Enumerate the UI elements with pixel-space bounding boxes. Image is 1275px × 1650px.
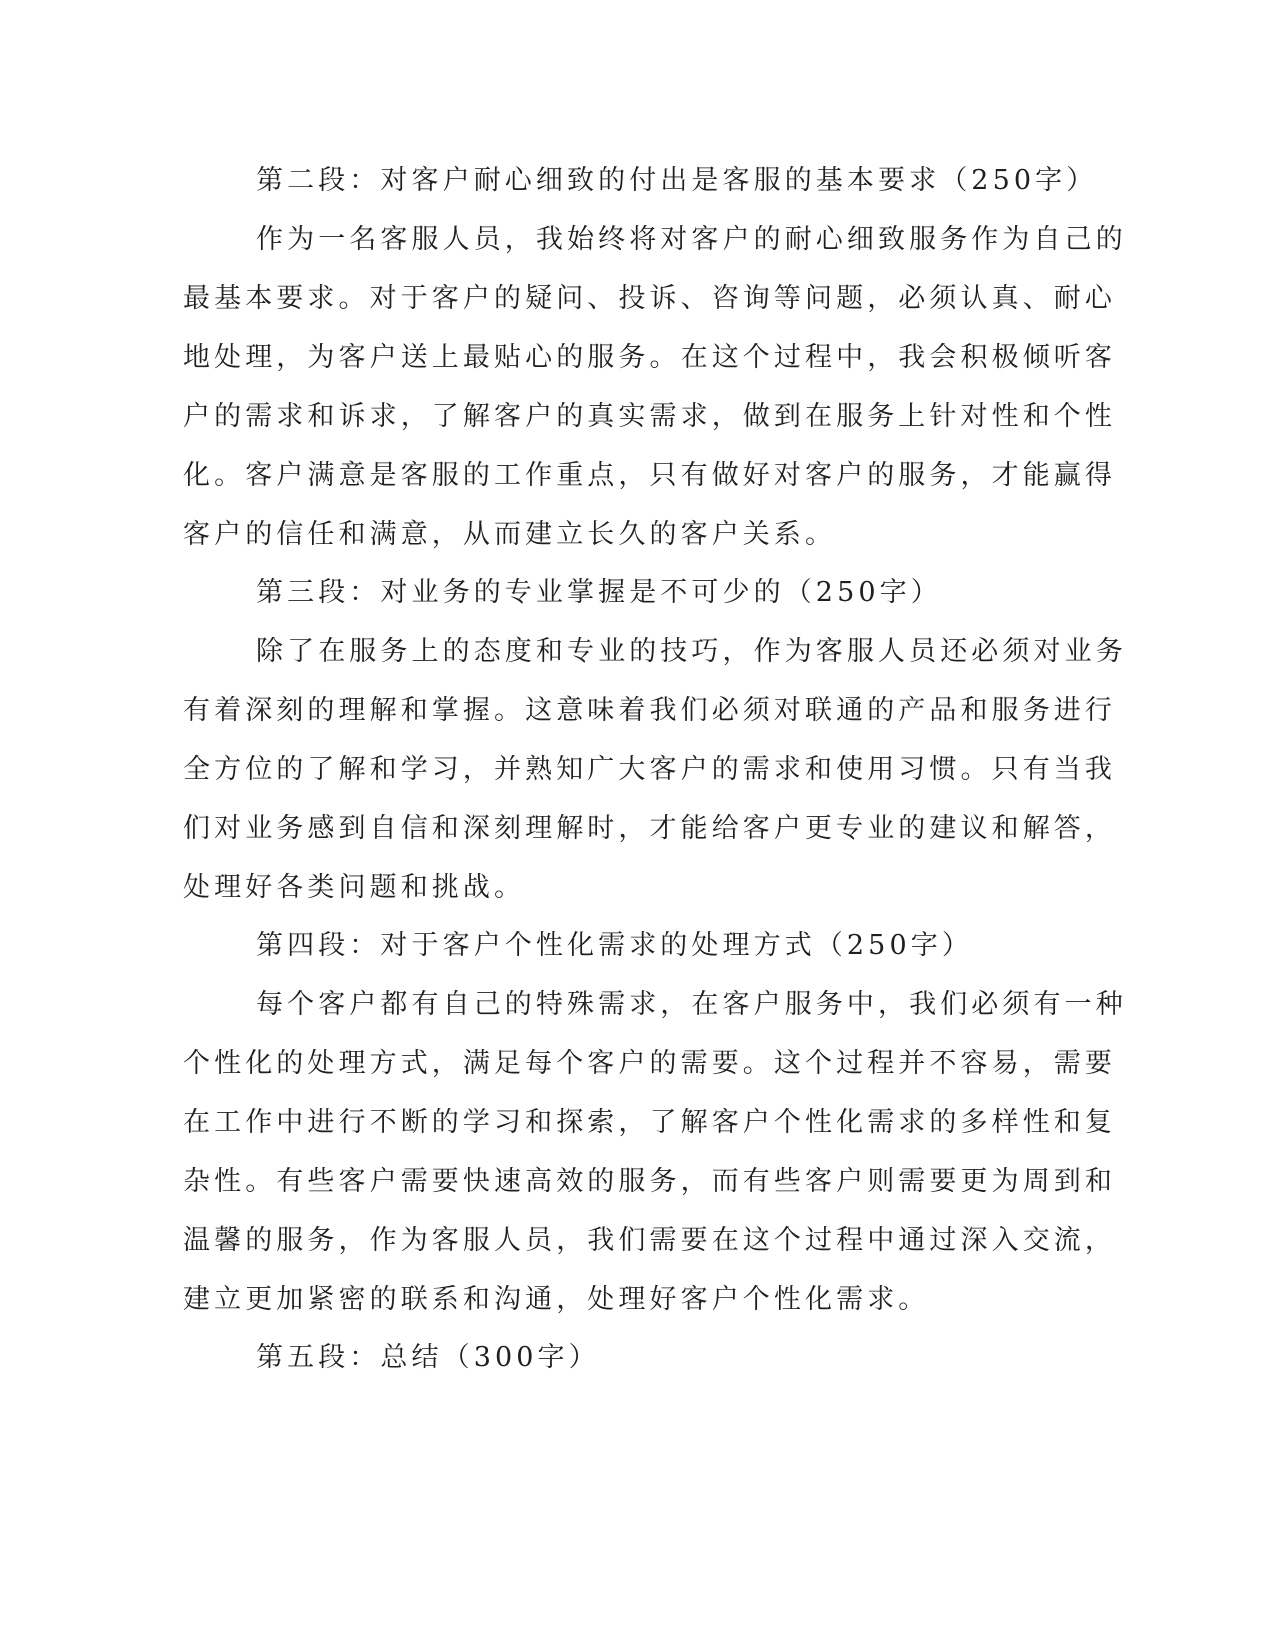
section-4-heading: 第四段：对于客户个性化需求的处理方式（250字） xyxy=(256,930,973,961)
paragraph-line: 处理好各类问题和挑战。 xyxy=(183,872,526,903)
section-3-heading: 第三段：对业务的专业掌握是不可少的（250字） xyxy=(256,577,942,608)
paragraph-line: 全方位的了解和学习，并熟知广大客户的需求和使用习惯。只有当我 xyxy=(183,754,1116,785)
paragraph-line: 地处理，为客户送上最贴心的服务。在这个过程中，我会积极倾听客 xyxy=(183,342,1116,373)
paragraph-line: 有着深刻的理解和掌握。这意味着我们必须对联通的产品和服务进行 xyxy=(183,695,1116,726)
paragraph-line: 户的需求和诉求，了解客户的真实需求，做到在服务上针对性和个性 xyxy=(183,401,1116,432)
paragraph-line: 温馨的服务，作为客服人员，我们需要在这个过程中通过深入交流， xyxy=(183,1225,1116,1256)
section-5-heading: 第五段：总结（300字） xyxy=(256,1342,600,1373)
paragraph-line: 在工作中进行不断的学习和探索，了解客户个性化需求的多样性和复 xyxy=(183,1107,1116,1138)
paragraph-line: 杂性。有些客户需要快速高效的服务，而有些客户则需要更为周到和 xyxy=(183,1166,1116,1197)
paragraph-line: 客户的信任和满意，从而建立长久的客户关系。 xyxy=(183,519,837,550)
paragraph-line: 化。客户满意是客服的工作重点，只有做好对客户的服务，才能赢得 xyxy=(183,460,1116,491)
paragraph-line: 们对业务感到自信和深刻理解时，才能给客户更专业的建议和解答， xyxy=(183,813,1116,844)
section-2-heading: 第二段：对客户耐心细致的付出是客服的基本要求（250字） xyxy=(256,165,1098,196)
paragraph-line: 作为一名客服人员，我始终将对客户的耐心细致服务作为自己的 xyxy=(256,224,1127,255)
paragraph-line: 建立更加紧密的联系和沟通，处理好客户个性化需求。 xyxy=(183,1284,930,1315)
paragraph-line: 除了在服务上的态度和专业的技巧，作为客服人员还必须对业务 xyxy=(256,636,1127,667)
paragraph-line: 每个客户都有自己的特殊需求，在客户服务中，我们必须有一种 xyxy=(256,989,1127,1020)
paragraph-line: 个性化的处理方式，满足每个客户的需要。这个过程并不容易，需要 xyxy=(183,1048,1116,1079)
paragraph-line: 最基本要求。对于客户的疑问、投诉、咨询等问题，必须认真、耐心 xyxy=(183,283,1116,314)
